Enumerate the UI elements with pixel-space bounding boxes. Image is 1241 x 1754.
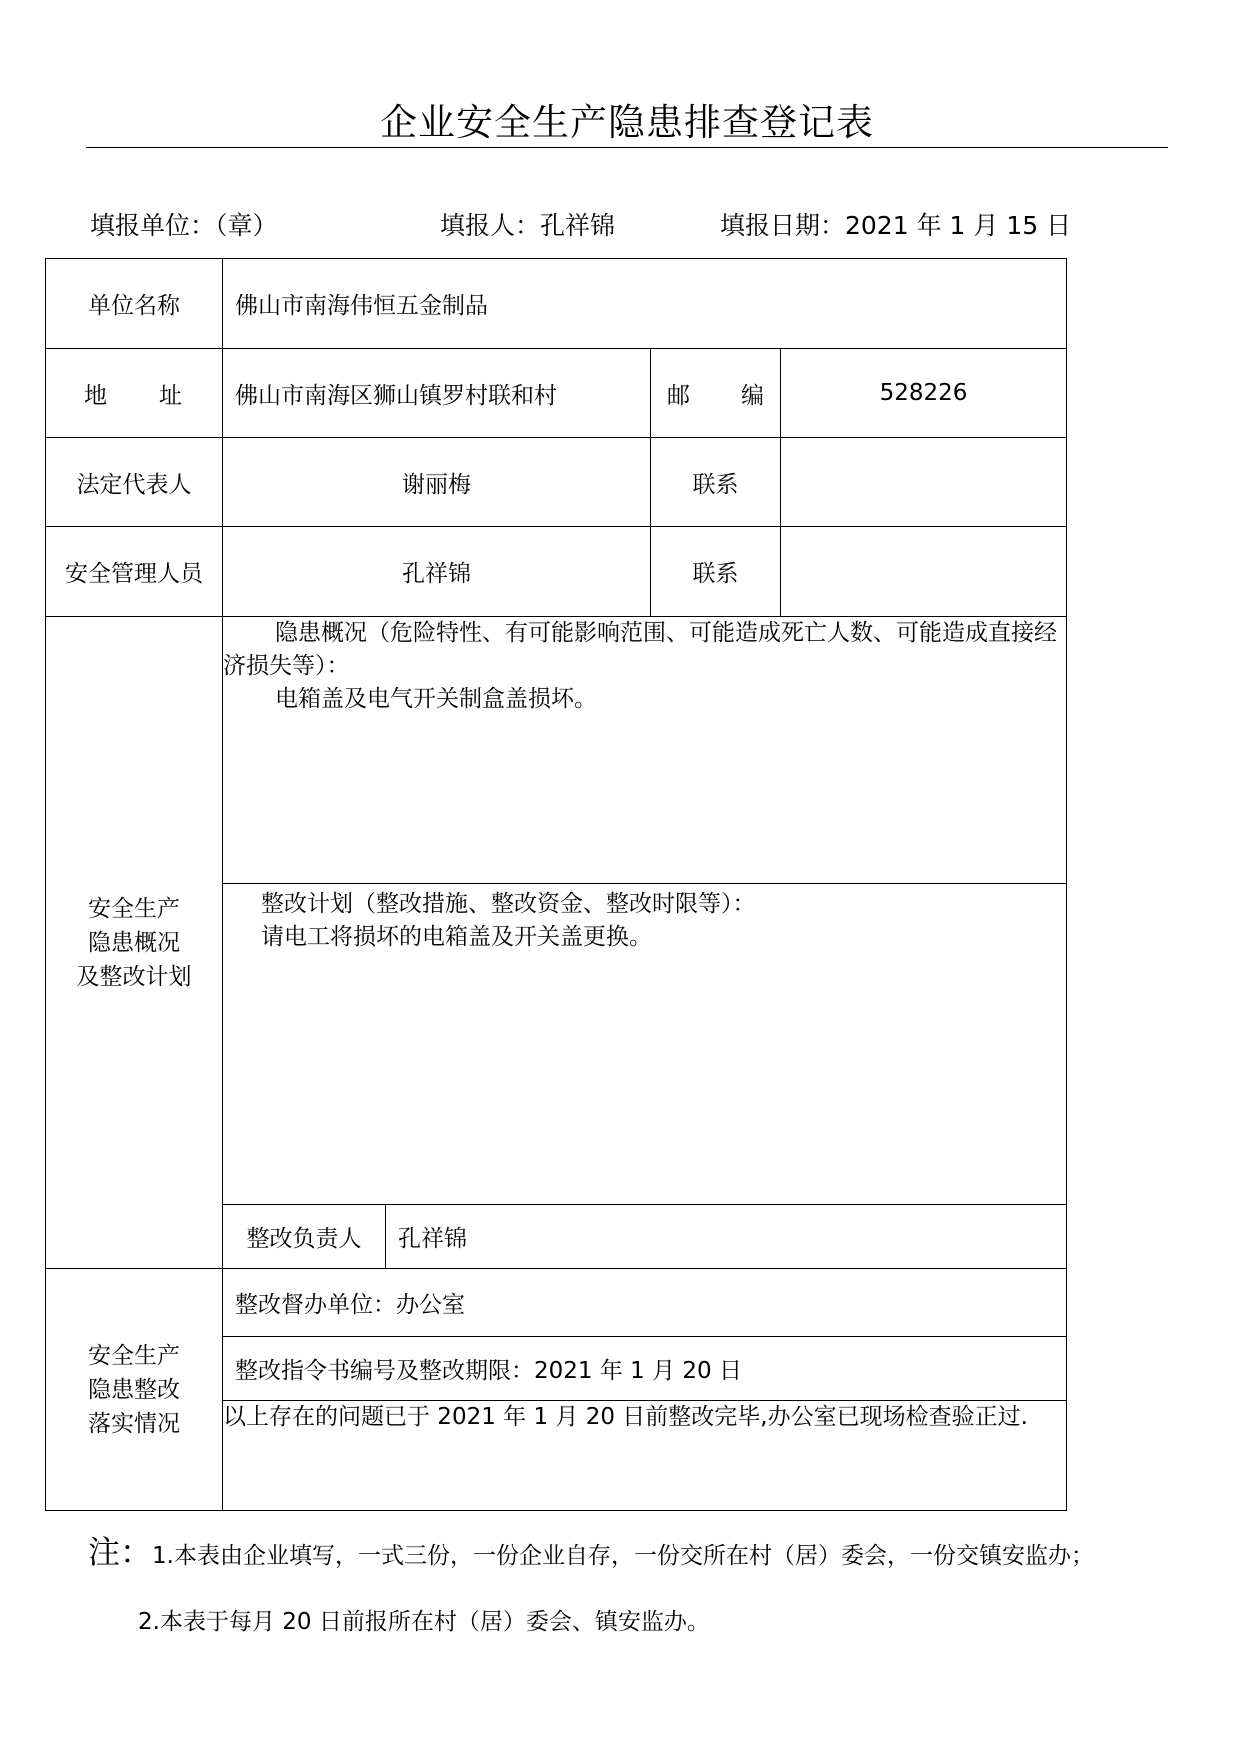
rectification-plan-text: 请电工将损坏的电箱盖及开关盖更换。 <box>261 924 652 950</box>
rectification-plan-heading: 整改计划（整改措施、整改资金、整改时限等）： <box>261 891 756 917</box>
implementation-label-line3: 落实情况 <box>88 1410 180 1437</box>
rectification-plan-cell <box>223 884 1067 1205</box>
safety-manager-value: 孔祥锦 <box>223 527 651 617</box>
legal-rep-label: 法定代表人 <box>46 438 223 527</box>
implementation-section-label <box>46 1269 223 1511</box>
legal-contact-label: 联系 <box>651 438 781 527</box>
hazard-overview-heading: 隐患概况（危险特性、有可能影响范围、可能造成死亡人数、可能造成直接经济损失等）： <box>223 620 1057 679</box>
hazard-overview-row <box>46 617 1067 884</box>
legal-contact-value <box>781 438 1067 527</box>
hazard-overview-cell <box>223 617 1067 884</box>
rectification-owner-value: 孔祥锦 <box>386 1205 1067 1269</box>
safety-manager-label: 安全管理人员 <box>46 527 223 617</box>
postcode-value: 528226 <box>781 349 1067 438</box>
postcode-label-b: 编 <box>741 382 764 409</box>
rectification-result: 以上存在的问题已于 2021 年 1 月 20 日前整改完毕,办公室已现场检查验正过. <box>223 1401 1067 1511</box>
address-row <box>46 349 1067 438</box>
legal-rep-value: 谢丽梅 <box>223 438 651 527</box>
registration-table <box>45 258 1067 1511</box>
implementation-label-line1: 安全生产 <box>88 1342 180 1369</box>
rectification-order: 整改指令书编号及整改期限：2021 年 1 月 20 日 <box>223 1337 1067 1401</box>
note-line-2: 2.本表于每月 20 日前报所在村（居）委会、镇安监办。 <box>138 1609 710 1635</box>
note-1-text: 1.本表由企业填写，一式三份，一份企业自存，一份交所在村（居）委会，一份交镇安监办； <box>152 1543 1094 1569</box>
implementation-label-line2: 隐患整改 <box>88 1376 180 1403</box>
company-row <box>46 259 1067 349</box>
safety-contact-label: 联系 <box>651 527 781 617</box>
note-prefix: 注： <box>88 1533 153 1571</box>
address-value: 佛山市南海区狮山镇罗村联和村 <box>223 349 651 438</box>
safety-contact-value <box>781 527 1067 617</box>
postcode-label-a: 邮 <box>667 382 690 409</box>
reporter: 填报人：孔祥锦 <box>440 211 616 240</box>
hazard-overview-text: 电箱盖及电气开关制盒盖损坏。 <box>275 686 597 712</box>
hazard-label-line3: 及整改计划 <box>76 963 192 990</box>
company-label: 单位名称 <box>46 259 223 349</box>
title-divider <box>86 147 1168 148</box>
hazard-section-label <box>46 617 223 1269</box>
form-title: 企业安全生产隐患排查登记表 <box>380 101 874 144</box>
reporting-unit: 填报单位：（章） <box>90 211 278 240</box>
legal-rep-row <box>46 438 1067 527</box>
address-label-a: 地 <box>84 382 107 409</box>
address-label <box>46 349 223 438</box>
report-date: 填报日期：2021 年 1 月 15 日 <box>720 211 1072 240</box>
company-value: 佛山市南海伟恒五金制品 <box>223 259 1067 349</box>
rectification-owner-label: 整改负责人 <box>223 1205 386 1269</box>
supervisor-row <box>46 1269 1067 1337</box>
postcode-label <box>651 349 781 438</box>
supervisor-unit: 整改督办单位：办公室 <box>223 1269 1067 1337</box>
note-line-1 <box>88 1527 1094 1573</box>
safety-manager-row <box>46 527 1067 617</box>
hazard-label-line2: 隐患概况 <box>88 929 180 956</box>
address-label-b: 址 <box>159 382 182 409</box>
hazard-label-line1: 安全生产 <box>88 895 180 922</box>
